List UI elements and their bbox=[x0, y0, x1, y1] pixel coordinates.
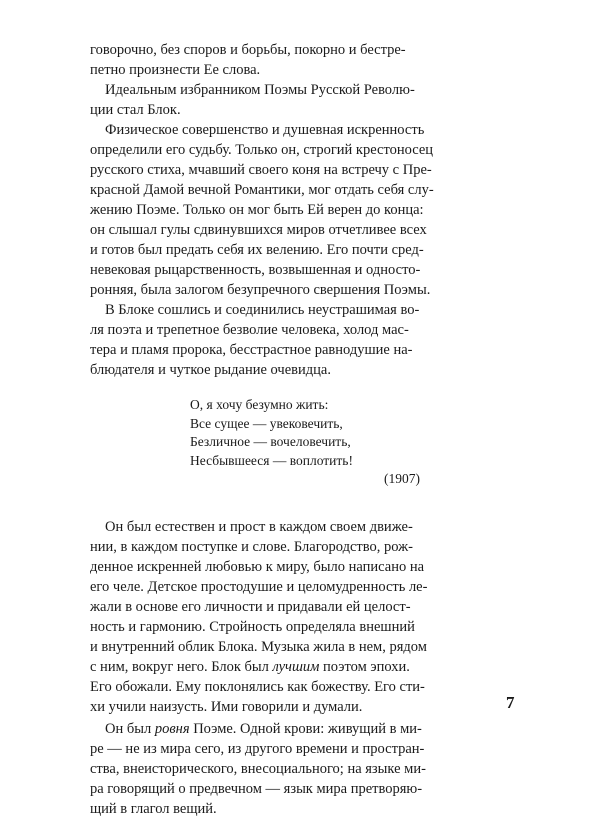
text-line: тера и пламя пророка, бесстрастное равнодушие на- bbox=[90, 342, 413, 358]
text-line: щий в глагол вещий. bbox=[90, 800, 217, 817]
text-line: невековая рыцарственность, возвышенная и односто- bbox=[90, 262, 421, 278]
text-line: он слышал гулы сдвинувшихся миров отчетливее всех bbox=[90, 222, 427, 238]
text-line: ра говорящий о предвечном — язык мира претворяю- bbox=[90, 780, 423, 797]
text-line: блюдателя и чуткое рыдание очевидца. bbox=[90, 362, 331, 378]
text-line: ность и гармонию. Стройность определяла внешний bbox=[90, 618, 415, 635]
poem-line: Несбывшееся — воплотить! bbox=[190, 452, 353, 468]
paragraph-2 bbox=[90, 80, 460, 120]
paragraph-6 bbox=[90, 719, 460, 819]
book-page bbox=[90, 40, 460, 819]
text-line: хи учили наизусть. Ими говорили и думали. bbox=[90, 698, 363, 715]
text-line: ре — не из мира сего, из другого времени и простран- bbox=[90, 740, 425, 757]
text-line: денное искренней любовью к миру, было написано на bbox=[90, 558, 425, 575]
text-line: Его обожали. Ему поклонялись как божеству. Его сти- bbox=[90, 678, 425, 695]
poem-line: Безличное — вочеловечить, bbox=[190, 434, 351, 449]
text-line: Он был естествен и прост в каждом своем движе- bbox=[105, 518, 413, 535]
text-line: ства, внеисторического, внесоциального; на языке ми- bbox=[90, 760, 426, 777]
paragraph-4 bbox=[90, 300, 460, 380]
text-line: Идеальным избранником Поэмы Русской Револю- bbox=[105, 82, 415, 98]
paragraph-5 bbox=[90, 517, 460, 717]
text-line: Физическое совершенство и душевная искренность bbox=[105, 122, 425, 138]
text-line: и внутренний облик Блока. Музыка жила в нем, рядом bbox=[90, 638, 427, 655]
text-line: петно произнести Ее слова. bbox=[90, 62, 261, 78]
text-line: с ним, вокруг него. Блок был лучшим поэтом эпохи. bbox=[90, 658, 410, 675]
text-line: нии, в каждом поступке и слове. Благородство, рож- bbox=[90, 538, 414, 555]
text-line: говорочно, без споров и борьбы, покорно и бестре- bbox=[90, 42, 406, 58]
italic-word: ровня bbox=[154, 720, 190, 737]
poem-line: Все сущее — увековечить, bbox=[190, 415, 343, 431]
text-line: жению Поэме. Только он мог быть Ей верен до конца: bbox=[90, 202, 424, 218]
text-line: его челе. Детское простодушие и целомудренность ле- bbox=[90, 578, 428, 595]
text-line: ронняя, была залогом безупречного свершения Поэмы. bbox=[90, 282, 431, 298]
text-line: ля поэта и трепетное безволие человека, холод мас- bbox=[90, 322, 409, 338]
text-line: красной Дамой вечной Романтики, мог отдать себя слу- bbox=[90, 182, 434, 198]
paragraph-3 bbox=[90, 120, 460, 300]
page-number: 7 bbox=[506, 693, 515, 712]
text-line: В Блоке сошлись и соединились неустрашимая во- bbox=[105, 302, 420, 318]
text-line: ции стал Блок. bbox=[90, 102, 181, 118]
text-line: жали в основе его личности и придавали ей целост- bbox=[90, 598, 411, 615]
poem-quote bbox=[190, 396, 460, 489]
text-line: и готов был предать себя их велению. Его почти сред- bbox=[90, 242, 424, 258]
text-line: Он был ровня Поэме. Одной крови: живущий в ми- bbox=[105, 720, 422, 737]
poem-date: (1907) bbox=[384, 471, 420, 486]
text-line: определили его судьбу. Только он, строгий крестоносец bbox=[90, 142, 434, 158]
italic-word: лучшим bbox=[272, 658, 320, 675]
poem-line: О, я хочу безумно жить: bbox=[190, 397, 329, 412]
paragraph-1 bbox=[90, 40, 460, 80]
text-line: русского стиха, мчавший своего коня на встречу с Пре- bbox=[90, 162, 432, 178]
